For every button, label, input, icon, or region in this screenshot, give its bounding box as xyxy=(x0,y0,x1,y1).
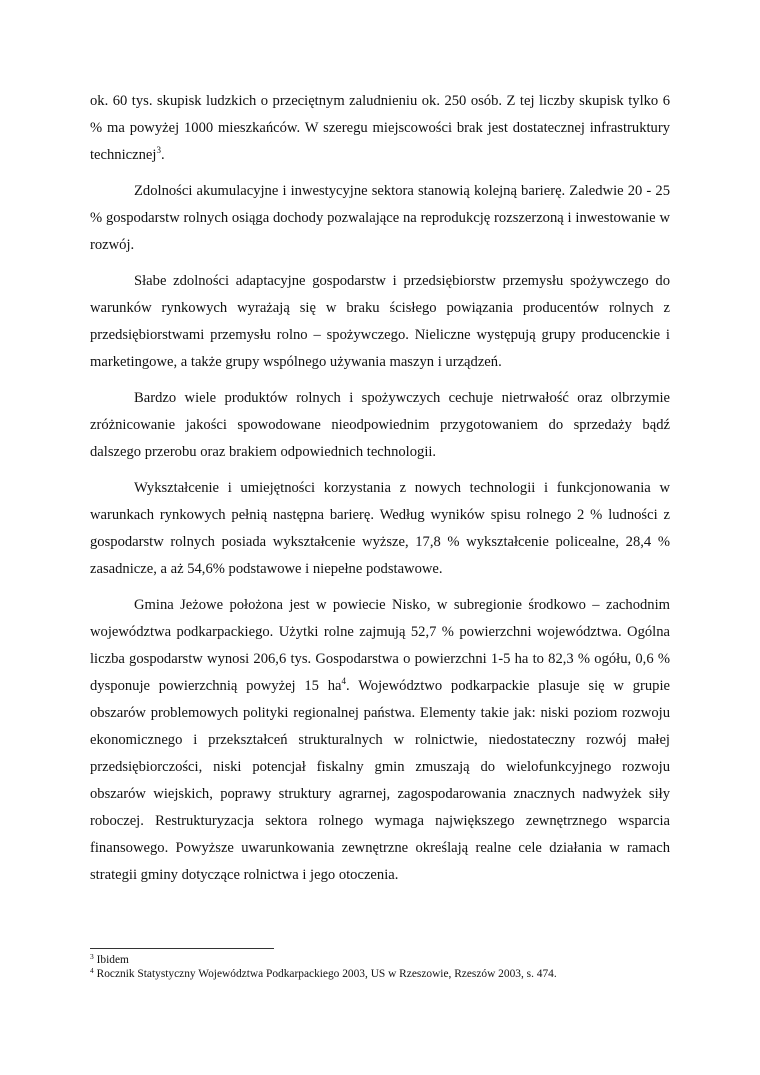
paragraph-5: Wykształcenie i umiejętności korzystania z nowych technologii i funkcjonowania w warunkach rynkowych pełnią następna barierę. Według wyników spisu rolnego 2 % ludności z gospodarstw rolnych posiada wykształcenie wyższe, 17,8 % wykształcenie policealne, 28,4 % zasadnicze, a aż 54,6% podstawowe i niepełne podstawowe. xyxy=(90,480,670,577)
footnote-ref-3[interactable]: 3 xyxy=(156,145,161,155)
body-text xyxy=(90,88,670,898)
footnote-ref-4[interactable]: 4 xyxy=(341,676,347,686)
paragraph-2: Zdolności akumulacyjne i inwestycyjne sektora stanowią kolejną barierę. Zaledwie 20 - 25 % gospodarstw rolnych osiąga dochody pozwalające na reprodukcję rozszerzoną i inwestowanie w rozwój. xyxy=(90,183,670,253)
footnote-number: 4 xyxy=(90,966,94,975)
footnote-text: Ibidem xyxy=(96,954,129,966)
footnote-number: 3 xyxy=(90,952,94,961)
footnote-3 xyxy=(90,953,670,967)
footnote-4 xyxy=(90,967,670,981)
paragraph-6: Gmina Jeżowe położona jest w powiecie Nisko, w subregionie środkowo – zachodnim województwa podkarpackiego. Użytki rolne zajmują 52,7 % powierzchni województwa. Ogólna liczba gospodarstw wynosi 206,6 tys. Gospodarstwa o powierzchni 1-5 ha to 82,3 % ogółu, 0,6 % dysponuje powierzchnią powyżej 15 $ha^4$. Województwo podkarpackie plasuje się w grupie obszarów problemowych polityki regionalnej państwa. Elementy takie jak: niski poziom rozwoju ekonomicznego i przekształceń strukturalnych w rolnictwie, niedostateczny rozwój małej przedsiębiorczości, niski potencjał fiskalny gmin zmuszają do wielofunkcyjnego rozwoju obszarów wiejskich, poprawy struktury agrarnej, zagospodarowania znacznych nadwyżek siły roboczej. Restrukturyzacja sektora rolnego wymaga największego zewnętrznego wsparcia finansowego. Powyższe uwarunkowania zewnętrzne określają realne cele działania w ramach strategii gminy dotyczące rolnictwa i jego otoczenia. xyxy=(90,597,671,883)
paragraph-1: ok. 60 tys. skupisk ludzkich o przeciętnym zaludnieniu ok. 250 osób. Z tej liczby skupisk tylko 6 % ma powyżej 1000 mieszkańców. W szeregu miejscowości brak jest dostatecznej infrastruktury technicznej$^3$. xyxy=(90,93,670,163)
footnotes xyxy=(90,953,670,981)
paragraph-3: Słabe zdolności adaptacyjne gospodarstw i przedsiębiorstw przemysłu spożywczego do warunków rynkowych wyrażają się w braku ścisłego powiązania producentów rolnych z przedsiębiorstwami przemysłu rolno – spożywczego. Nieliczne występują grupy producenckie i marketingowe, a także grupy wspólnego używania maszyn i urządzeń. xyxy=(90,273,670,370)
footnote-text: Rocznik Statystyczny Województwa Podkarpackiego 2003, US w Rzeszowie, Rzeszów 2003, s. 474. xyxy=(96,968,557,980)
paragraph-4: Bardzo wiele produktów rolnych i spożywczych cechuje nietrwałość oraz olbrzymie zróżnicowanie jakości spowodowane nieodpowiednim przygotowaniem do sprzedaży bądź dalszego przerobu oraz brakiem odpowiednich technologii. xyxy=(90,390,670,460)
footnote-divider xyxy=(90,948,274,949)
